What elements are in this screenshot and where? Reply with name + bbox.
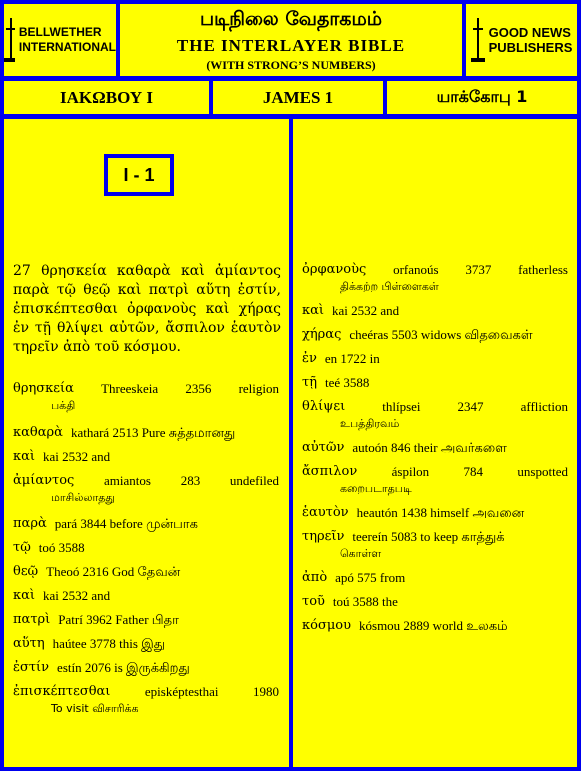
greek-word: ἀπὸ (302, 570, 328, 585)
word-detail: 1980 (253, 684, 279, 699)
word-detail: estín 2076 is இருக்கிறது (57, 660, 190, 675)
word-entry (13, 472, 279, 506)
word-detail: kósmou 2889 world உலகம் (359, 618, 508, 633)
word-entry (302, 463, 568, 497)
greek-word: ἑαυτὸν (302, 505, 349, 520)
greek-word: τῷ (13, 540, 31, 555)
word-detail: Threeskeia (101, 381, 159, 396)
greek-word: καθαρὰ (13, 425, 63, 440)
greek-word: κόσμου (302, 618, 352, 633)
word-translation: உபத்திரவம் (340, 417, 400, 430)
word-detail: 3737 (465, 262, 492, 277)
greek-word: ὀρφανοὺς (302, 262, 367, 277)
greek-word: ἐστίν (13, 660, 50, 675)
greek-word: τοῦ (302, 594, 325, 609)
greek-word: ἐπισκέπτεσθαι (13, 684, 111, 699)
word-detail: thlípsei (382, 399, 421, 414)
word-detail: kai 2532 and (43, 449, 111, 464)
word-entry (302, 617, 568, 634)
word-entry (13, 563, 279, 580)
right-word-list (302, 261, 568, 634)
word-detail: episképtesthai (144, 684, 219, 699)
word-detail: 283 (180, 473, 201, 488)
greek-word: καὶ (302, 303, 325, 318)
word-entry (13, 659, 279, 676)
word-detail: undefiled (229, 473, 279, 488)
verse-text: 27 θρησκεία καθαρὰ καὶ ἀμίαντος παρὰ τῷ θεῷ καὶ πατρὶ αὕτη ἐστίν, ἐπισκέπτεσθαι ὀρφανοὺς καὶ χήρας ἐν τῇ θλίψει αὐτῶν, ἄσπιλον ἑαυτὸν τηρεῖν ἀπὸ τοῦ κόσμου. (13, 263, 281, 355)
word-translation: மாசில்லாதது (51, 491, 115, 504)
greek-word: παρὰ (13, 516, 47, 531)
greek-word: ἀμίαντος (13, 473, 75, 488)
word-entry (13, 611, 279, 628)
word-detail: Theoó 2316 God தேவன் (46, 564, 181, 579)
word-detail: kai 2532 and (332, 303, 400, 318)
word-detail: kai 2532 and (43, 588, 111, 603)
right-logo-line-1: GOOD NEWS (488, 25, 571, 40)
greek-word: θλίψει (302, 399, 346, 414)
word-entry (13, 683, 279, 717)
word-entry (302, 350, 568, 367)
greek-word: τηρεῖν (302, 529, 345, 544)
book-tamil (387, 81, 577, 114)
word-detail: toú 3588 the (332, 594, 398, 609)
word-detail: orfanoús (393, 262, 439, 277)
greek-word: ἐν (302, 351, 317, 366)
greek-word: καὶ (13, 449, 36, 464)
word-translation: கொள்ள (340, 547, 382, 560)
book-greek-label: ΙΑΚΩΒΟΥ Ι (60, 87, 153, 107)
greek-word: αὕτη (13, 636, 45, 651)
word-detail: apó 575 from (335, 570, 406, 585)
left-logo-line-1: BELLWETHER (18, 25, 102, 39)
word-translation: பக்தி (51, 399, 76, 412)
left-logo-line-2: INTERNATIONAL (18, 40, 116, 54)
book-greek (4, 81, 209, 114)
word-entry (13, 424, 279, 441)
word-detail: 2347 (457, 399, 484, 414)
word-detail: toó 3588 (38, 540, 85, 555)
word-detail: kathará 2513 Pure சுத்தமானது (70, 425, 236, 440)
bellwether-logo-icon (4, 18, 15, 62)
left-word-list (13, 380, 279, 717)
word-entry (13, 448, 279, 465)
title-main: THE INTERLAYER BIBLE (176, 36, 406, 55)
word-entry (302, 569, 568, 586)
greek-word: τῇ (302, 375, 317, 390)
word-translation: கறைபடாதபடி (340, 482, 412, 495)
verse-reference-label: I - 1 (123, 164, 155, 185)
greek-word: ἄσπιλον (302, 464, 358, 479)
word-detail: pará 3844 before முன்பாக (54, 516, 198, 531)
word-detail: teereín 5083 to keep காத்துக் (352, 529, 505, 544)
greek-word: θρησκεία (13, 381, 74, 396)
greek-word: καὶ (13, 588, 36, 603)
book-english-label: JAMES 1 (262, 87, 334, 107)
right-logo-line-2: PUBLISHERS (488, 40, 573, 55)
verse-reference (104, 154, 174, 196)
word-detail: en 1722 in (324, 351, 380, 366)
word-entry (302, 528, 568, 562)
greek-word: χήρας (302, 327, 342, 342)
word-entry (302, 302, 568, 319)
greek-word: πατρὶ (13, 612, 51, 627)
word-detail: affliction (520, 399, 568, 414)
greek-word: αὐτῶν (302, 440, 345, 455)
title-block (120, 4, 462, 76)
word-entry (302, 326, 568, 343)
word-entry (13, 635, 279, 652)
good-news-logo-icon (471, 18, 485, 62)
word-entry (302, 439, 568, 456)
word-detail: haútee 3778 this இது (52, 636, 166, 651)
greek-word: θεῷ (13, 564, 39, 579)
word-detail: 784 (463, 464, 484, 479)
word-entry (13, 380, 279, 414)
book-english (213, 81, 383, 114)
word-detail: cheéras 5503 widows விதவைகள் (349, 327, 533, 342)
word-entry (302, 504, 568, 521)
word-translation: திக்கற்ற பிள்ளைகள் (340, 280, 439, 293)
word-entry (13, 587, 279, 604)
title-tamil: படிநிலை வேதாகமம் (199, 8, 383, 30)
word-detail: amiantos (104, 473, 151, 488)
word-translation: To visit விசாரிக்க (51, 702, 139, 715)
book-tamil-label: யாக்கோபு 1 (436, 87, 528, 106)
word-entry (302, 398, 568, 432)
word-detail: teé 3588 (324, 375, 370, 390)
word-entry (13, 539, 279, 556)
word-detail: áspilon (391, 464, 430, 479)
word-entry (302, 374, 568, 391)
word-entry (302, 593, 568, 610)
word-detail: Patrí 3962 Father பிதா (58, 612, 179, 627)
word-detail: fatherless (518, 262, 568, 277)
word-detail: 2356 (185, 381, 212, 396)
word-detail: autoón 846 their அவர்களை (352, 440, 507, 455)
word-detail: religion (238, 381, 279, 396)
word-detail: unspotted (517, 464, 568, 479)
word-entry (13, 515, 279, 532)
word-detail: heautón 1438 himself அவனை (356, 505, 525, 520)
bellwether-logo (4, 4, 116, 76)
word-entry (302, 261, 568, 295)
good-news-logo (466, 4, 577, 76)
title-subtitle: (WITH STRONG’S NUMBERS) (206, 58, 376, 72)
